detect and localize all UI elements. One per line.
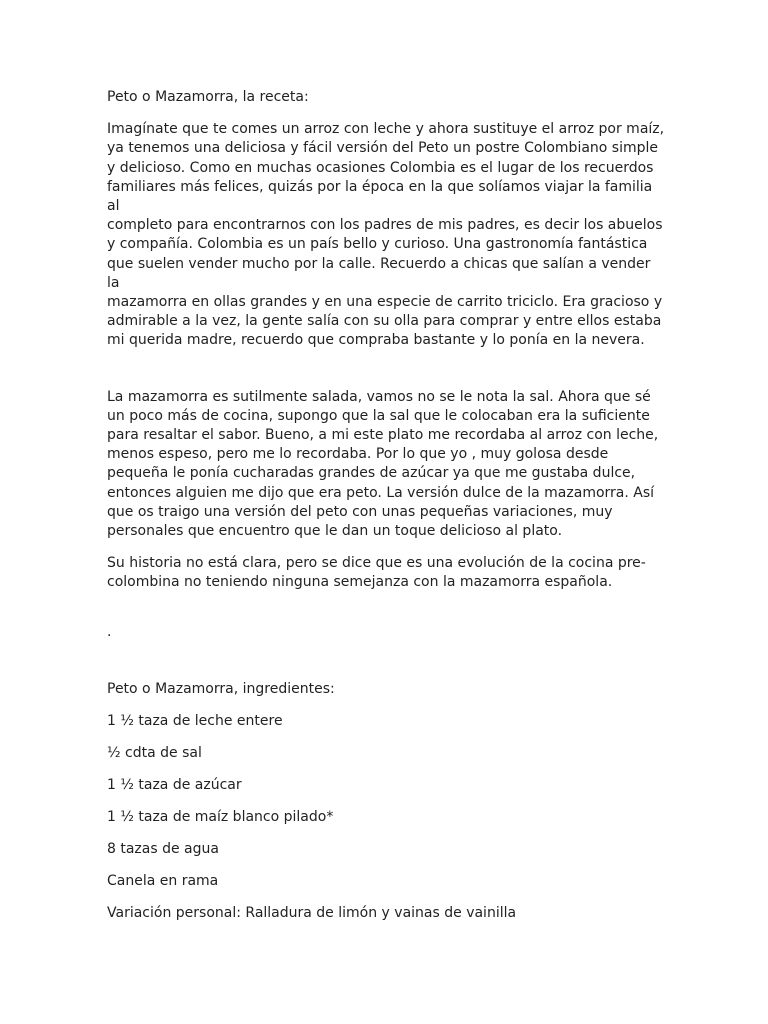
ingredients-list — [107, 712, 667, 923]
ingredient-item: Canela en rama — [107, 872, 219, 889]
separator-dot: . — [107, 623, 112, 640]
ingredient-item: 1 ½ taza de maíz blanco pilado* — [107, 808, 334, 825]
ingredients-title: Peto o Mazamorra, ingredientes: — [107, 680, 335, 697]
paragraph-history: Su historia no está clara, pero se dice que es una evolución de la cocina pre- colombina no teniendo ninguna semejanza con la mazamorra española. — [107, 555, 646, 591]
document-page — [107, 88, 667, 936]
ingredient-item: ½ cdta de sal — [107, 744, 202, 761]
ingredient-item: Variación personal: Ralladura de limón y vainas de vainilla — [107, 904, 517, 921]
paragraph-taste: La mazamorra es sutilmente salada, vamos no se le nota la sal. Ahora que sé un poco más de cocina, supongo que la sal que le colocaban era la suficiente para resaltar el sabor. Bueno, a mi este plato me recordaba al arroz con leche, menos espeso, pero me lo recordaba. Por lo que yo , muy golosa desde pequeña le ponía cucharadas grandes de azúcar ya que me gustaba dulce, entonces alguien me dijo que era peto. La versión dulce de la mazamorra. Así que os traigo una versión del peto con unas pequeñas variaciones, muy personales que encuentro que le dan un toque delicioso al plato. — [107, 388, 659, 540]
intro-title: Peto o Mazamorra, la receta: — [107, 89, 309, 105]
paragraph-memories: Imagínate que te comes un arroz con leche y ahora sustituye el arroz por maíz, ya tenemos una deliciosa y fácil versión del Peto un postre Colombiano simple y delicioso. Como en muchas ocasiones Colombia es el lugar de los recuerdos familiares más felices, quizás por la época en la que solíamos viajar la familia al completo para encontrarnos con los padres de mis padres, es decir los abuelos y compañía. Colombia es un país bello y curioso. Una gastronomía fantástica que suelen vender mucho por la calle. Recuerdo a chicas que salían a vender la mazamorra en ollas grandes y en una especie de carrito triciclo. Era gracioso y admirable a la vez, la gente salía con su olla para comprar y entre ellos estaba mi querida madre, recuerdo que compraba bastante y lo ponía en la nevera. — [107, 121, 665, 349]
ingredient-item: 1 ½ taza de leche entere — [107, 712, 283, 729]
ingredient-item: 8 tazas de agua — [107, 840, 219, 857]
ingredient-item: 1 ½ taza de azúcar — [107, 776, 242, 793]
